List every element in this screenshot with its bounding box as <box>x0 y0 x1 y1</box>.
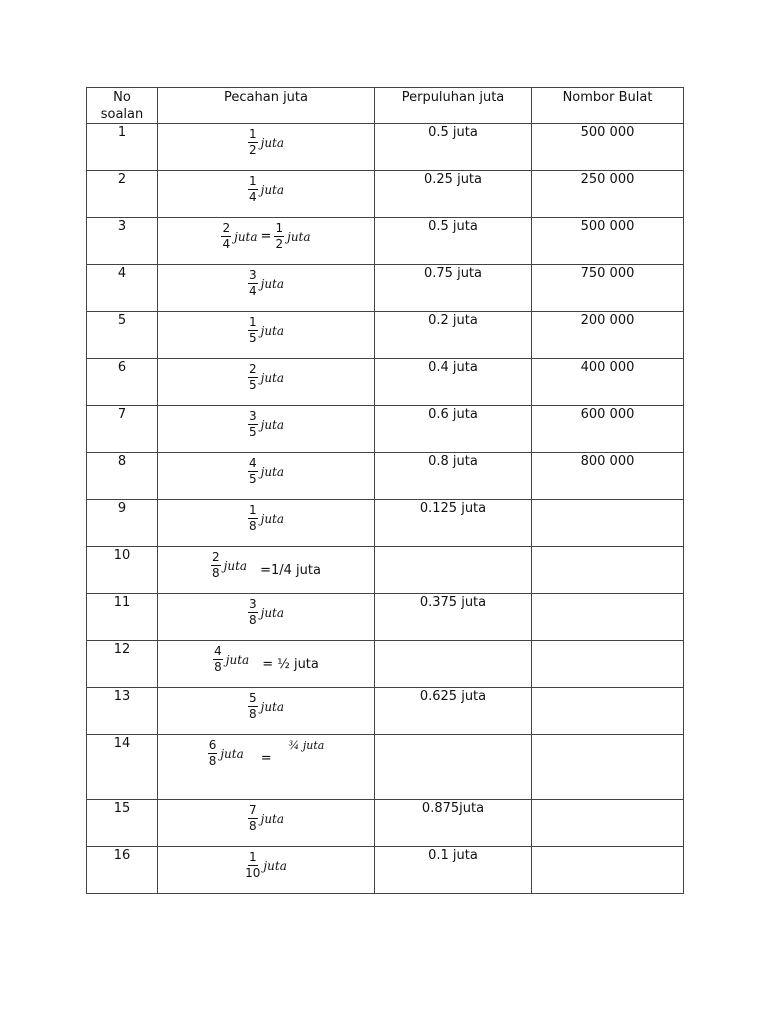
fraction-cell <box>158 265 375 312</box>
table-row <box>87 124 684 171</box>
decimal-cell: 0.8 juta <box>375 453 532 500</box>
fraction-expression <box>248 504 284 533</box>
numerator: 1 <box>248 503 257 517</box>
decimal-cell: 0.75 juta <box>375 265 532 312</box>
whole-number-cell <box>532 547 684 594</box>
juta-unit: juta <box>260 276 285 291</box>
question-number: 15 <box>87 800 158 847</box>
fraction-expression <box>248 457 284 486</box>
fraction-cell <box>158 312 375 359</box>
numerator: 2 <box>212 550 220 564</box>
fraction-expression <box>248 269 284 298</box>
denominator: 5 <box>248 378 257 392</box>
fraction-cell <box>158 453 375 500</box>
decimal-cell: 0.375 juta <box>375 594 532 641</box>
table-row <box>87 688 684 735</box>
table-row <box>87 171 684 218</box>
whole-number-cell: 750 000 <box>532 265 684 312</box>
fraction <box>248 804 258 833</box>
numerator: 5 <box>248 691 257 705</box>
whole-number-cell: 800 000 <box>532 453 684 500</box>
header-no-soalan: No soalan <box>87 88 158 124</box>
juta-unit: juta <box>287 229 311 244</box>
table-row <box>87 735 684 800</box>
fraction-cell <box>158 500 375 547</box>
denominator: 8 <box>248 707 257 721</box>
whole-number-cell <box>532 688 684 735</box>
numerator: 4 <box>214 644 222 658</box>
table-row <box>87 312 684 359</box>
header-perpuluhan-juta: Perpuluhan juta <box>375 88 532 124</box>
denominator: 10 <box>245 866 261 880</box>
equivalent-note: =1/4 juta <box>260 563 321 578</box>
header-row <box>87 88 684 124</box>
question-number: 2 <box>87 171 158 218</box>
header-nombor-bulat: Nombor Bulat <box>532 88 684 124</box>
whole-number-cell <box>532 800 684 847</box>
juta-unit: juta <box>260 811 285 826</box>
fraction-cell <box>158 847 375 894</box>
table-row <box>87 800 684 847</box>
fraction-expression <box>248 804 284 833</box>
juta-unit: juta <box>220 746 244 761</box>
fraction-expression <box>245 851 287 880</box>
table-row <box>87 359 684 406</box>
fraction-conversion-table <box>86 87 684 894</box>
fraction <box>248 363 258 392</box>
juta-unit: juta <box>260 323 285 338</box>
denominator: 8 <box>208 754 217 768</box>
denominator: 4 <box>248 190 257 204</box>
equals-sign: = <box>260 229 272 244</box>
fraction <box>248 598 258 627</box>
question-number: 9 <box>87 500 158 547</box>
equivalent-note: = ½ juta <box>262 657 319 672</box>
fraction-cell <box>158 594 375 641</box>
decimal-cell: 0.4 juta <box>375 359 532 406</box>
question-number: 7 <box>87 406 158 453</box>
whole-number-cell: 400 000 <box>532 359 684 406</box>
table-row <box>87 265 684 312</box>
fraction-cell <box>158 641 375 688</box>
question-number: 10 <box>87 547 158 594</box>
denominator: 2 <box>275 237 284 251</box>
fraction-cell <box>158 800 375 847</box>
juta-unit: juta <box>263 858 287 873</box>
decimal-cell <box>375 735 532 800</box>
fraction <box>221 222 231 251</box>
juta-unit: juta <box>223 558 248 573</box>
whole-number-cell <box>532 500 684 547</box>
whole-number-cell <box>532 847 684 894</box>
equivalent-fraction-note: ¾ juta <box>288 739 325 752</box>
fraction-expression <box>248 175 284 204</box>
decimal-cell: 0.125 juta <box>375 500 532 547</box>
decimal-cell: 0.6 juta <box>375 406 532 453</box>
numerator: 3 <box>248 268 257 282</box>
juta-unit: juta <box>225 652 250 667</box>
fraction-expression <box>248 316 284 345</box>
fraction-expression <box>248 598 284 627</box>
numerator: 1 <box>248 850 257 864</box>
denominator: 5 <box>248 472 257 486</box>
table-body <box>87 124 684 894</box>
question-number: 16 <box>87 847 158 894</box>
juta-unit: juta <box>260 182 285 197</box>
fraction-cell <box>158 359 375 406</box>
fraction <box>211 551 221 580</box>
fraction <box>274 222 284 251</box>
question-number: 6 <box>87 359 158 406</box>
header-pecahan-juta: Pecahan juta <box>158 88 375 124</box>
fraction <box>248 410 258 439</box>
question-number: 12 <box>87 641 158 688</box>
numerator: 1 <box>248 315 257 329</box>
table-row <box>87 641 684 688</box>
fraction <box>245 851 260 880</box>
juta-unit: juta <box>260 370 285 385</box>
numerator: 7 <box>248 803 257 817</box>
whole-number-cell: 500 000 <box>532 124 684 171</box>
fraction <box>248 128 258 157</box>
fraction <box>248 316 258 345</box>
numerator: 4 <box>248 456 257 470</box>
question-number: 8 <box>87 453 158 500</box>
whole-number-cell <box>532 594 684 641</box>
fraction-cell <box>158 171 375 218</box>
table-row <box>87 406 684 453</box>
equivalent-equals: = <box>260 751 272 766</box>
numerator: 1 <box>275 221 284 235</box>
fraction <box>208 739 218 768</box>
numerator: 3 <box>248 597 257 611</box>
denominator: 8 <box>248 613 257 627</box>
question-number: 1 <box>87 124 158 171</box>
denominator: 2 <box>248 143 257 157</box>
numerator: 3 <box>248 409 257 423</box>
decimal-cell: 0.5 juta <box>375 218 532 265</box>
table-row <box>87 594 684 641</box>
juta-unit: juta <box>260 511 285 526</box>
denominator: 5 <box>248 331 257 345</box>
numerator: 2 <box>222 221 231 235</box>
numerator: 2 <box>248 362 257 376</box>
whole-number-cell: 250 000 <box>532 171 684 218</box>
decimal-cell: 0.25 juta <box>375 171 532 218</box>
table-row <box>87 847 684 894</box>
table-row <box>87 453 684 500</box>
whole-number-cell <box>532 641 684 688</box>
fraction <box>248 269 258 298</box>
table-row <box>87 547 684 594</box>
fraction-expression <box>211 551 321 580</box>
fraction-cell <box>158 124 375 171</box>
denominator: 8 <box>214 660 222 674</box>
numerator: 6 <box>208 738 217 752</box>
question-number: 4 <box>87 265 158 312</box>
table-row <box>87 500 684 547</box>
fraction-expression <box>213 645 319 674</box>
numerator: 1 <box>248 127 257 141</box>
juta-unit: juta <box>260 699 285 714</box>
fraction-expression <box>248 410 284 439</box>
numerator: 1 <box>248 174 257 188</box>
denominator: 4 <box>222 237 231 251</box>
fraction-expression <box>248 128 284 157</box>
question-number: 13 <box>87 688 158 735</box>
decimal-cell: 0.2 juta <box>375 312 532 359</box>
fraction-expression <box>221 222 310 251</box>
denominator: 4 <box>248 284 257 298</box>
fraction <box>248 692 258 721</box>
denominator: 8 <box>248 519 257 533</box>
decimal-cell: 0.5 juta <box>375 124 532 171</box>
juta-unit: juta <box>260 417 285 432</box>
whole-number-cell: 600 000 <box>532 406 684 453</box>
juta-unit: juta <box>260 135 285 150</box>
fraction <box>213 645 223 674</box>
fraction <box>248 504 258 533</box>
whole-number-cell <box>532 735 684 800</box>
decimal-cell <box>375 641 532 688</box>
denominator: 8 <box>212 566 220 580</box>
decimal-cell: 0.1 juta <box>375 847 532 894</box>
fraction-cell <box>158 218 375 265</box>
fraction-expression <box>208 739 325 768</box>
fraction-cell <box>158 688 375 735</box>
whole-number-cell: 200 000 <box>532 312 684 359</box>
whole-number-cell: 500 000 <box>532 218 684 265</box>
denominator: 5 <box>248 425 257 439</box>
decimal-cell <box>375 547 532 594</box>
question-number: 14 <box>87 735 158 800</box>
juta-unit: juta <box>260 605 285 620</box>
question-number: 3 <box>87 218 158 265</box>
fraction-cell <box>158 547 375 594</box>
fraction-cell <box>158 735 375 800</box>
fraction-cell <box>158 406 375 453</box>
question-number: 11 <box>87 594 158 641</box>
fraction-expression <box>248 692 284 721</box>
fraction-expression <box>248 363 284 392</box>
juta-unit: juta <box>234 229 258 244</box>
fraction <box>248 175 258 204</box>
table-row <box>87 218 684 265</box>
question-number: 5 <box>87 312 158 359</box>
decimal-cell: 0.625 juta <box>375 688 532 735</box>
juta-unit: juta <box>260 464 285 479</box>
fraction <box>248 457 258 486</box>
decimal-cell: 0.875juta <box>375 800 532 847</box>
denominator: 8 <box>248 819 257 833</box>
